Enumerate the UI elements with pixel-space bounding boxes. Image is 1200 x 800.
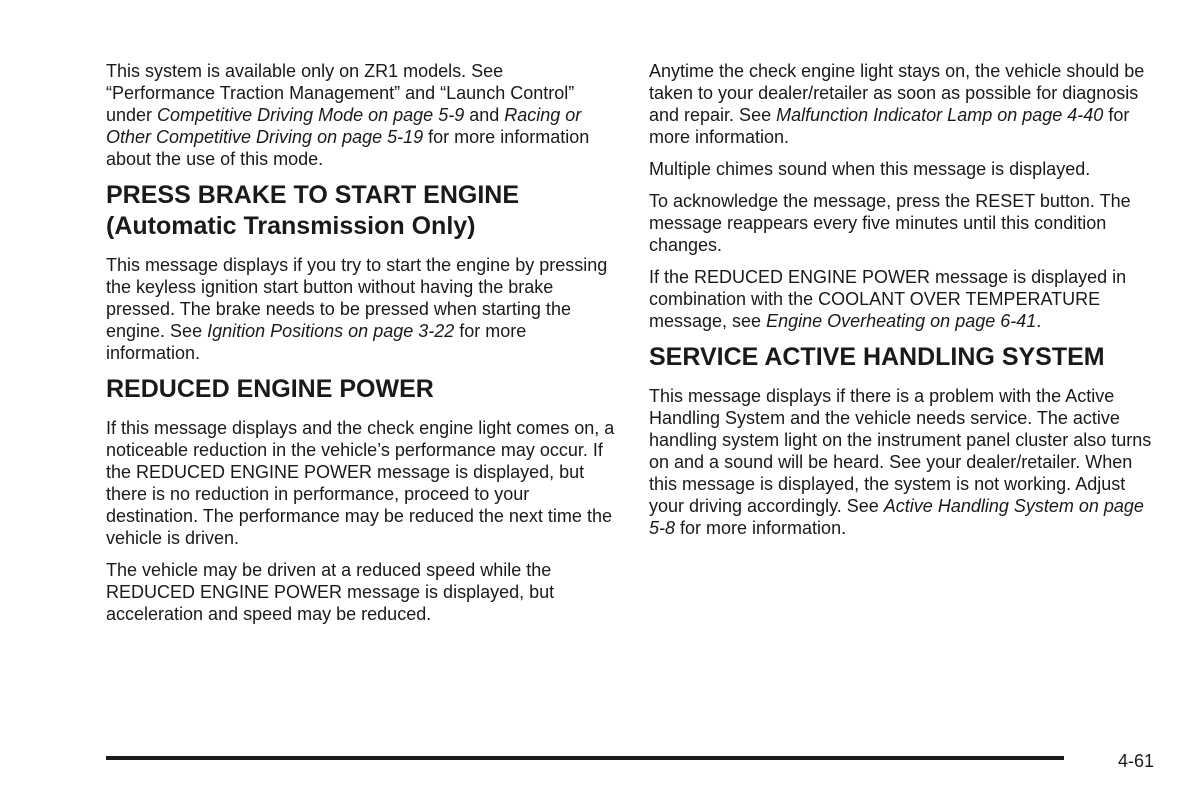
coolant-text: If the REDUCED ENGINE POWER message is displayed in combination with the COOLANT OVER TEMPERATURE message, see	[649, 267, 1127, 331]
acknowledge-paragraph: To acknowledge the message, press the RESET button. The message reappears every five minutes until this condition changes.	[649, 191, 1131, 255]
intro-text-3: for more information about the use of this mode.	[106, 127, 590, 169]
chimes-paragraph: Multiple chimes sound when this message is displayed.	[649, 159, 1091, 179]
check-engine-text: Anytime the check engine light stays on, the vehicle should be taken to your dealer/retailer as soon as possible for diagnosis and repair. See	[649, 61, 1145, 125]
page-number: 4-61	[1118, 751, 1155, 771]
racing-driving-reference[interactable]: Racing or Other Competitive Driving on page 5-19	[106, 105, 582, 147]
press-brake-text: This message displays if you try to start the engine by pressing the keyless ignition start button without having the brake pressed. The brake needs to be pressed when starting the engine. See	[106, 255, 608, 341]
intro-paragraph	[106, 60, 616, 170]
right-column	[649, 60, 1154, 549]
reduced-power-paragraph-2: The vehicle may be driven at a reduced speed while the REDUCED ENGINE POWER message is displayed, but acceleration and speed may be reduced.	[106, 560, 555, 624]
service-handling-tail: for more information.	[675, 518, 847, 538]
coolant-paragraph	[649, 266, 1154, 332]
press-brake-tail: for more information.	[106, 321, 527, 363]
ignition-positions-reference[interactable]: Ignition Positions on page 3-22	[207, 321, 455, 341]
service-handling-text: This message displays if there is a problem with the Active Handling System and the vehicle needs service. The active handling system light on the instrument panel cluster also turns on and a sound will be heard. See your dealer/retailer. When this message is displayed, the system is not working. Adjust your driving accordingly. See	[649, 386, 1152, 516]
intro-text-2: and	[464, 105, 505, 125]
press-brake-heading: PRESS BRAKE TO START ENGINE (Automatic Transmission Only)	[106, 181, 520, 240]
malfunction-indicator-reference[interactable]: Malfunction Indicator Lamp on page 4-40	[776, 105, 1104, 125]
service-active-handling-heading: SERVICE ACTIVE HANDLING SYSTEM	[649, 343, 1105, 371]
intro-text-1: This system is available only on ZR1 models. See “Performance Traction Management” and “Launch Control” under	[106, 61, 575, 125]
reduced-engine-power-heading: REDUCED ENGINE POWER	[106, 375, 434, 403]
reduced-power-paragraph-1: If this message displays and the check engine light comes on, a noticeable reduction in the vehicle’s performance may occur. If the REDUCED ENGINE POWER message is displayed, but there is no reduction in performance, proceed to your destination. The performance may be reduced the next time the vehicle is driven.	[106, 418, 615, 548]
footer-rule	[106, 756, 1064, 760]
check-engine-paragraph	[649, 60, 1154, 148]
coolant-tail: .	[1036, 311, 1042, 331]
engine-overheating-reference[interactable]: Engine Overheating on page 6-41	[766, 311, 1037, 331]
check-engine-tail: for more information.	[649, 105, 1130, 147]
service-handling-paragraph	[649, 385, 1154, 539]
left-column	[106, 60, 616, 635]
competitive-driving-mode-reference[interactable]: Competitive Driving Mode on page 5-9	[157, 105, 465, 125]
press-brake-paragraph	[106, 254, 616, 364]
active-handling-reference[interactable]: Active Handling System on page 5-8	[649, 496, 1144, 538]
